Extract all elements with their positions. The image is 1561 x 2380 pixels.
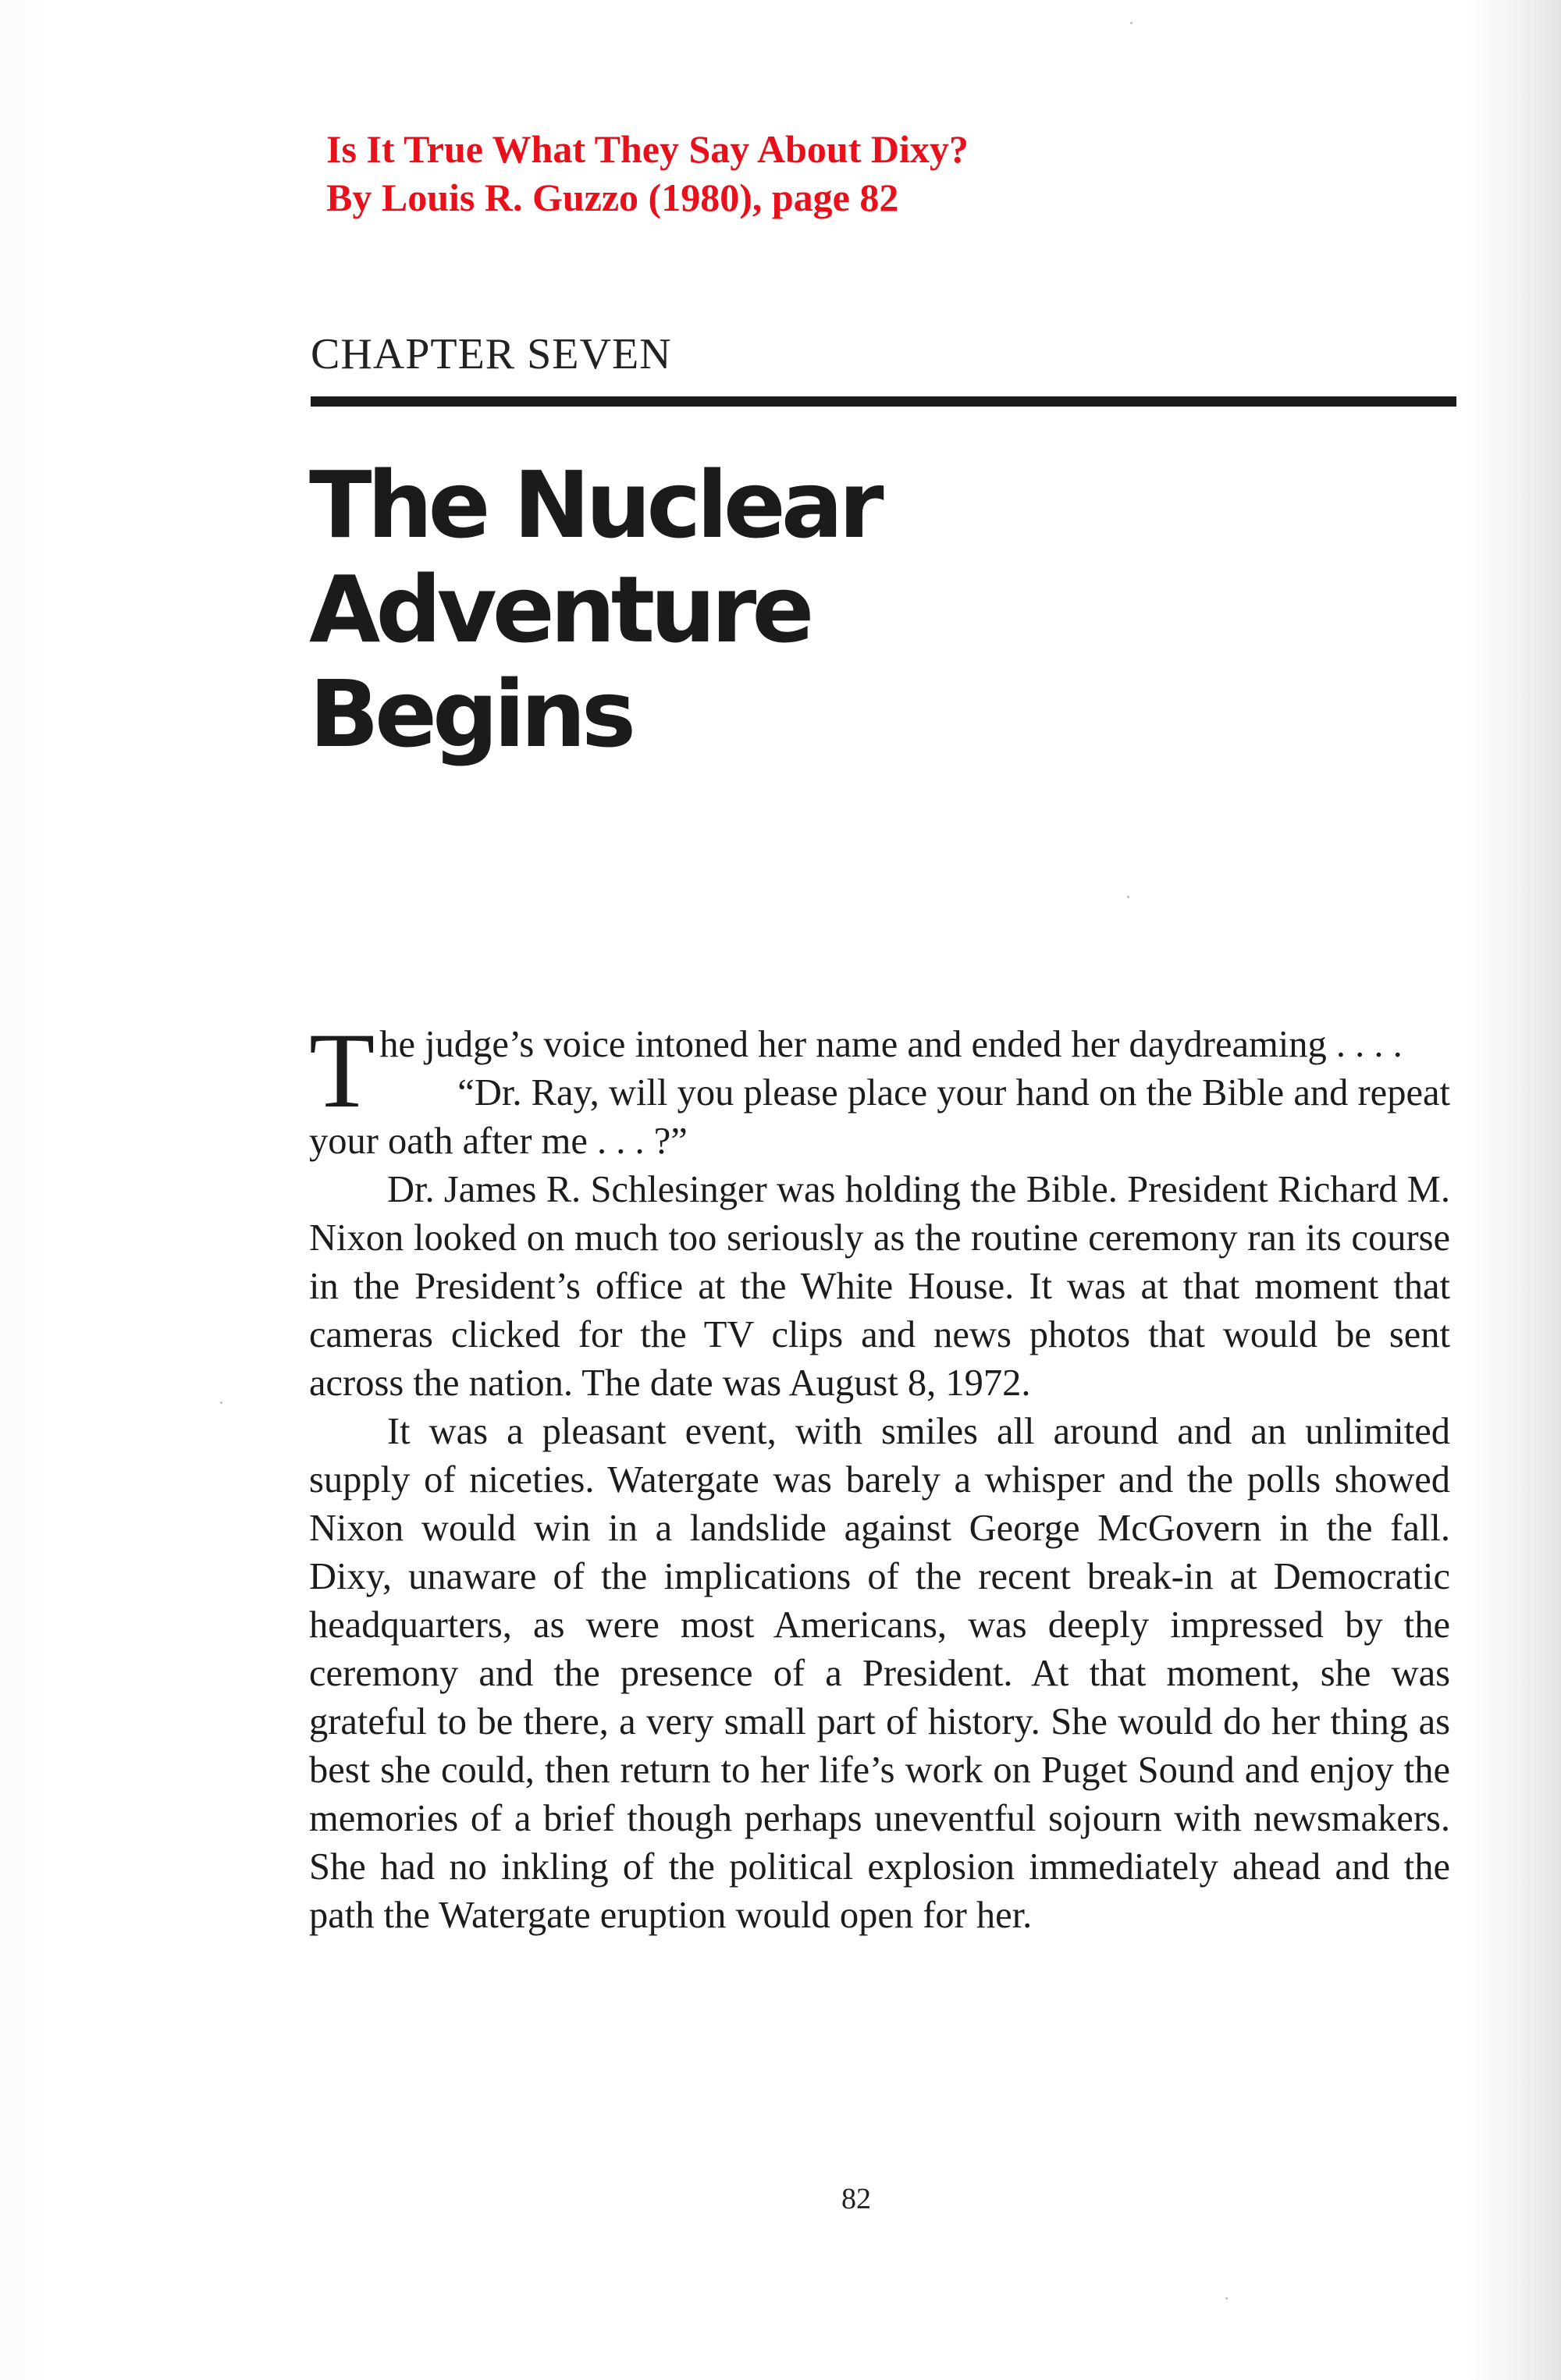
paragraph: Dr. James R. Schlesinger was holding the Bible. President Richard M. Nixon looked on much too seriously as the routine ceremony ran its course in the President’s office at the White House. It was at that moment that cameras clicked for the TV clips and news photos that would be sent across the nation. The date was August 8, 1972. (309, 1169, 1450, 1404)
scan-speck (1127, 896, 1129, 898)
scan-speck (1130, 22, 1133, 24)
caption-byline: By Louis R. Guzzo (1980), page 82 (326, 176, 899, 219)
chapter-title-line: Begins (309, 660, 632, 768)
source-caption (326, 125, 969, 222)
chapter-title (309, 453, 880, 766)
paragraph-text: he judge’s voice intoned her name and ended her daydreaming . . . . (379, 1024, 1403, 1065)
caption-title: Is It True What They Say About Dixy? (326, 127, 969, 171)
body-text (309, 1011, 1450, 1940)
page-number: 82 (841, 2183, 871, 2215)
scan-speck (220, 1401, 222, 1404)
paragraph: It was a pleasant event, with smiles all around and an unlimited supply of niceties. Watergate was barely a whisper and the polls showed Nixon would win in a landslide against George McGovern in the fall. Dixy, unaware of the implications of the recent break-in at Democratic headquarters, as were most Americans, was deeply impressed by the ceremony and the presence of a President. At that moment, she was grateful to be there, a very small part of history. She would do her thing as best she could, then return to her life’s work on Puget Sound and enjoy the memories of a brief though perhaps uneventful sojourn with newsmakers. She had no inkling of the political explosion immediately ahead and the path the Watergate eruption would open for her. (309, 1411, 1450, 1936)
drop-cap: T (309, 1011, 375, 1130)
scan-speck (1225, 2297, 1228, 2300)
chapter-label: CHAPTER SEVEN (311, 330, 672, 378)
paragraph: “Dr. Ray, will you please place your hand on the Bible and repeat your oath after me . . . ?” (309, 1072, 1450, 1162)
chapter-title-line: Adventure (309, 556, 810, 663)
chapter-title-line: The Nuclear (309, 451, 880, 559)
chapter-divider (311, 396, 1456, 407)
